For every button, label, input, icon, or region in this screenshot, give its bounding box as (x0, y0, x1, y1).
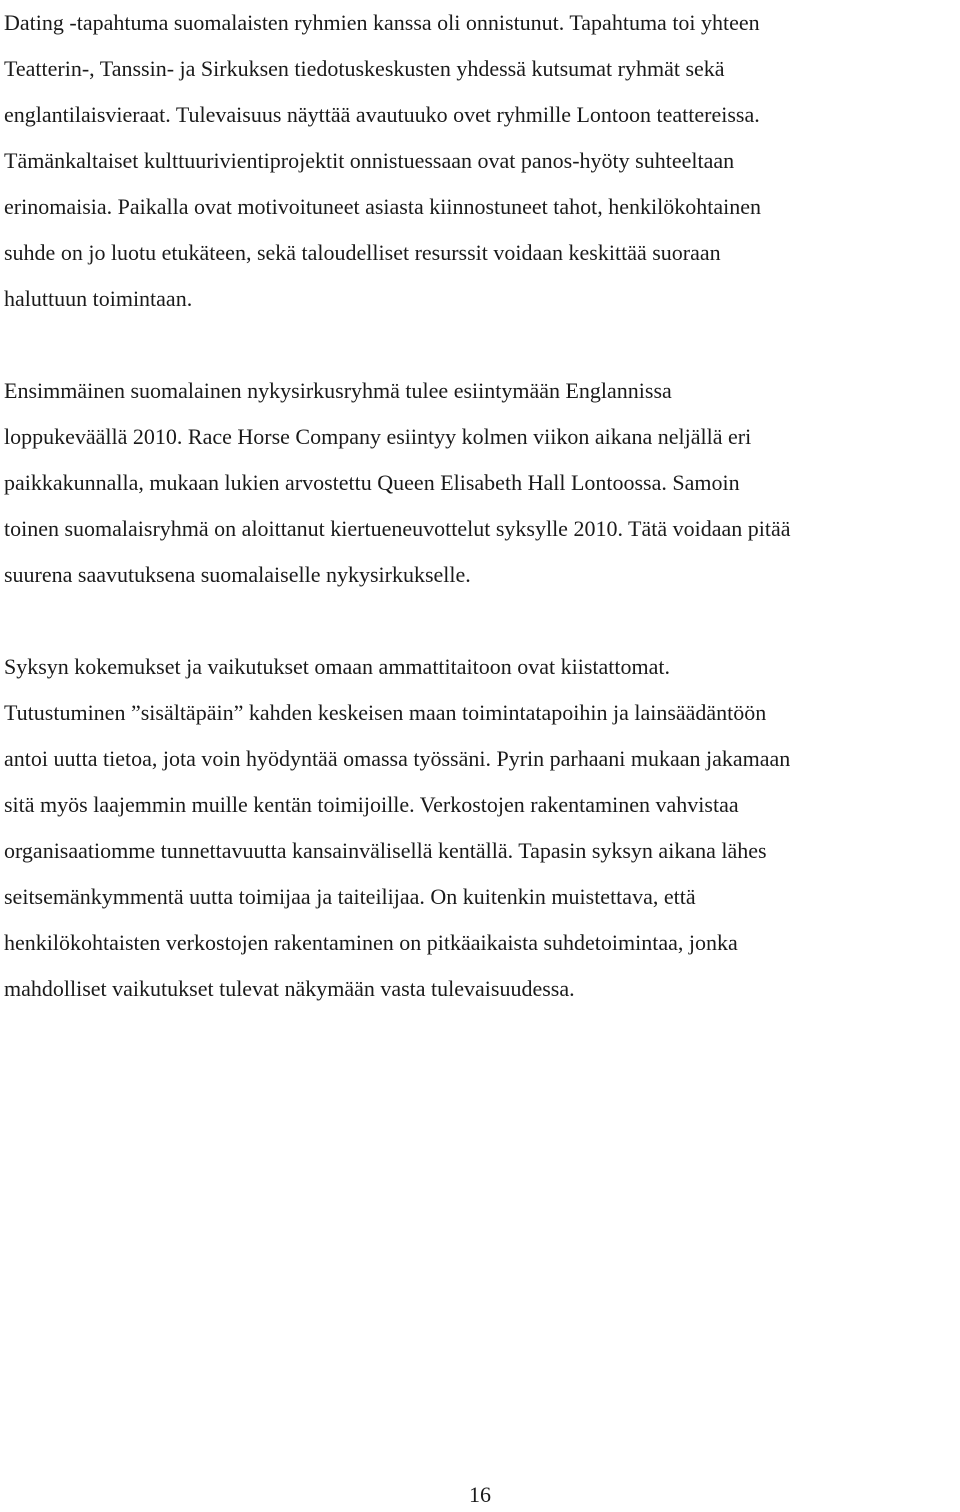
paragraph-spacer (4, 598, 958, 644)
text-line: organisaatiomme tunnettavuutta kansainvälisellä kentällä. Tapasin syksyn aikana lähes (4, 838, 767, 863)
text-line: mahdolliset vaikutukset tulevat näkymään vasta tulevaisuudessa. (4, 976, 575, 1001)
text-line: henkilökohtaisten verkostojen rakentaminen on pitkäaikaista suhdetoimintaa, jonka (4, 930, 738, 955)
text-line: Dating -tapahtuma suomalaisten ryhmien kanssa oli onnistunut. Tapahtuma toi yhteen (4, 10, 760, 35)
text-line: haluttuun toimintaan. (4, 286, 193, 311)
paragraph-3 (4, 644, 958, 1012)
text-line: antoi uutta tietoa, jota voin hyödyntää omassa työssäni. Pyrin parhaani mukaan jakamaan (4, 746, 791, 771)
paragraph-spacer (4, 322, 958, 368)
text-line: Tämänkaltaiset kulttuurivientiprojektit onnistuessaan ovat panos-hyöty suhteeltaan (4, 148, 735, 173)
paragraph-1 (4, 0, 958, 322)
text-line: Teatterin-, Tanssin- ja Sirkuksen tiedotuskeskusten yhdessä kutsumat ryhmät sekä (4, 56, 725, 81)
text-line: paikkakunnalla, mukaan lukien arvostettu Queen Elisabeth Hall Lontoossa. Samoin (4, 470, 740, 495)
body-text (4, 0, 958, 1012)
page-number: 16 (469, 1482, 491, 1507)
text-line: suhde on jo luotu etukäteen, sekä taloudelliset resurssit voidaan keskittää suoraan (4, 240, 721, 265)
text-line: sitä myös laajemmin muille kentän toimijoille. Verkostojen rakentaminen vahvistaa (4, 792, 739, 817)
text-line: englantilaisvieraat. Tulevaisuus näyttää avautuuko ovet ryhmille Lontoon teattereissa. (4, 102, 760, 127)
text-line: Tutustuminen ”sisältäpäin” kahden keskeisen maan toimintatapoihin ja lainsäädäntöön (4, 700, 767, 725)
text-line: seitsemänkymmentä uutta toimijaa ja taiteilijaa. On kuitenkin muistettava, että (4, 884, 696, 909)
text-line: suurena saavutuksena suomalaiselle nykysirkukselle. (4, 562, 471, 587)
paragraph-2 (4, 368, 958, 598)
text-line: Ensimmäinen suomalainen nykysirkusryhmä tulee esiintymään Englannissa (4, 378, 672, 403)
text-line: Syksyn kokemukset ja vaikutukset omaan ammattitaitoon ovat kiistattomat. (4, 654, 671, 679)
text-line: loppukeväällä 2010. Race Horse Company esiintyy kolmen viikon aikana neljällä eri (4, 424, 752, 449)
text-line: toinen suomalaisryhmä on aloittanut kiertueneuvottelut syksylle 2010. Tätä voidaan pitää (4, 516, 791, 541)
text-line: erinomaisia. Paikalla ovat motivoituneet asiasta kiinnostuneet tahot, henkilökohtainen (4, 194, 761, 219)
